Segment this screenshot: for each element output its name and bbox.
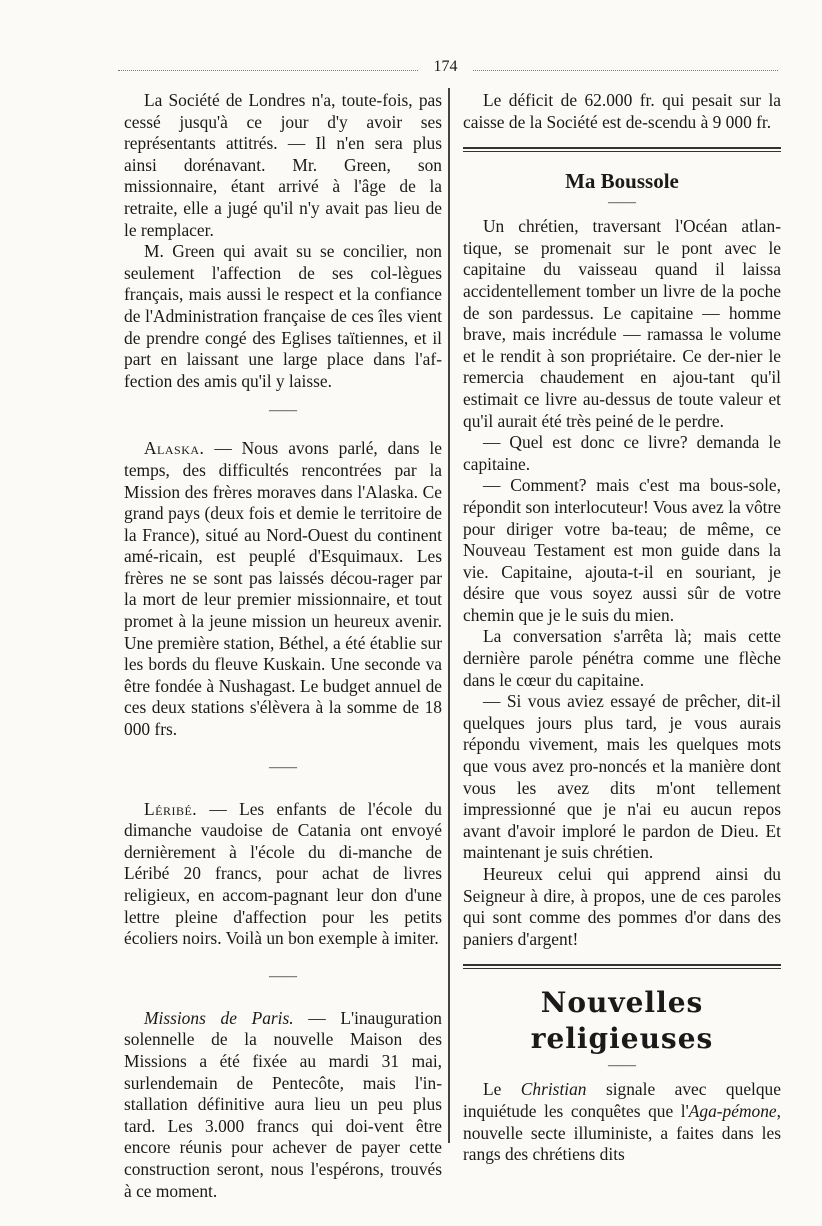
paragraph-christian [463, 1079, 781, 1165]
paragraph-boussole-6: Heureux celui qui apprend ainsi du Seigneur à dire, à propos, une de ces paroles qui sont comme des pommes d'or dans des paniers d'argent! [463, 864, 781, 949]
section-label-missions: Missions de Paris. [144, 1007, 294, 1028]
paragraph-boussole-5: — Si vous aviez essayé de prêcher, dit-il quelques jours plus tard, je vous aurais répondu vivement, mais les quelques mots que vous avez pro-noncés et la manière dont vous les avez dits m'ont tellement impressionné que je n'ai eu aucun repos avant d'avoir imploré le pardon de Dieu. Et maintenant je suis chrétien. [463, 691, 781, 863]
text-fragment: signale avec quelque inquiétude les conquêtes que l' [463, 1079, 781, 1121]
title-dash: —— [608, 1058, 636, 1074]
paragraph-boussole-4: La conversation s'arrêta là; mais cette dernière parole pénétra comme une flèche dans le cœur du capitaine. [463, 626, 781, 690]
publication-name: Christian [520, 1079, 587, 1100]
alaska-text: — Nous avons parlé, dans le temps, des difficultés rencontrées par la Mission des frères moraves dans l'Alaska. Ce grand pays (deux fois et demie le territoire de la France), situé au Nord-Ouest du continent amé-ricain, est peuplé d'Esquimaux. Les frères ne se sont pas laissés décou-rager par la mort de leur premier missionnaire, et tout promet à la jeune mission un heureux avenir. Une première station, Béthel, a été établie sur les bords du fleuve Kuskain. Une seconde va être fondée à Nushagast. Le budget annuel de ces deux stations s'élèvera à la somme de 18 000 frs. [124, 438, 442, 740]
separator-dash: —— [269, 403, 297, 419]
paragraph-alaska [124, 438, 442, 740]
text-fragment: Le [483, 1079, 521, 1100]
page-header [118, 58, 778, 78]
right-column [463, 90, 781, 1166]
double-rule [463, 964, 781, 969]
separator-dash: —— [269, 968, 297, 984]
paragraph-boussole-1: Un chrétien, traversant l'Océan atlan-tique, se promenait sur le pont avec le capitaine du vaisseau quand il laissa accidentellement tomber un livre de la poche de son pardessus. Le capitaine — homme brave, mais incrédule — ramassa le volume et le rendit à son propriétaire. Ce der-nier le remercia chaudement en ajou-tant qu'il estimait ce livre au-dessus de toute valeur et qu'il aurait été très peiné de le perdre. [463, 216, 781, 431]
page-number: 174 [433, 58, 458, 75]
paragraph-leribe [124, 799, 442, 950]
missions-text: — L'inauguration solennelle de la nouvelle Maison des Missions a été fixée au mardi 31 mai, surlendemain de Pentecôte, mais l'in-stallation définitive aura lieu un peu plus tard. Les 3.000 francs qui doi-vent être encore réunis pour achever de payer cette construction seront, nous l'espérons, trouvés à ce moment. [124, 1007, 442, 1201]
title-dash: —— [608, 195, 636, 211]
section-label-alaska: Alaska. [144, 438, 205, 459]
left-column [124, 90, 442, 1202]
paragraph-boussole-3: — Comment? mais c'est ma bous-sole, répondit son interlocuteur! Vous avez la vôtre pour diriger votre ba-teau; de même, ce Nouveau Testament est mon guide dans la vie. Capitaine, ajouta-t-il en souriant, je désire que vous soyez aussi sûr de votre chemin que je le suis du mien. [463, 475, 781, 625]
paragraph-deficit: Le déficit de 62.000 fr. qui pesait sur la caisse de la Société est de-scendu à 9 000 fr. [463, 90, 781, 132]
paragraph-boussole-2: — Quel est donc ce livre? demanda le capitaine. [463, 432, 781, 474]
section-title-nouvelles: Nouvelles religieuses [530, 986, 714, 1056]
paragraph-london-society: La Société de Londres n'a, toute-fois, pas cessé jusqu'à ce jour d'y avoir ses représentants attitrés. — Il n'en sera plus ainsi dorénavant. Mr. Green, son missionnaire, étant arrivé à l'âge de la retraite, elle a jugé qu'il n'y avait pas lieu de le remplacer. [124, 90, 442, 240]
column-divider [448, 88, 450, 1143]
header-rule-right [473, 70, 778, 71]
article-title-boussole: Ma Boussole [565, 169, 679, 194]
header-rule-left [118, 70, 418, 71]
sect-name: Aga-pémone [688, 1100, 777, 1121]
paragraph-mr-green: M. Green qui avait su se concilier, non seulement l'affection de ses col-lègues français, mais aussi le respect et la confiance de l'Administration française de ces îles vient de prendre congé des Eglises taïtiennes, et il part en laissant une large place dans l'af-fection des amis qu'il y laisse. [124, 241, 442, 391]
section-label-leribe: Léribé. [144, 798, 198, 819]
double-rule [463, 147, 781, 152]
separator-dash: —— [269, 759, 297, 775]
text-fragment: , nouvelle secte illuministe, a faites dans les rangs des chrétiens dits [463, 1100, 781, 1165]
paragraph-missions-paris [124, 1008, 442, 1202]
leribe-text: — Les enfants de l'école du dimanche vaudoise de Catania ont envoyé dernièrement à l'école du di-manche de Léribé 20 francs, pour achat de livres religieux, en accom-pagnant leur don d'une lettre pleine d'affection pour les petits écoliers noirs. Voilà un bon exemple à imiter. [124, 798, 442, 949]
